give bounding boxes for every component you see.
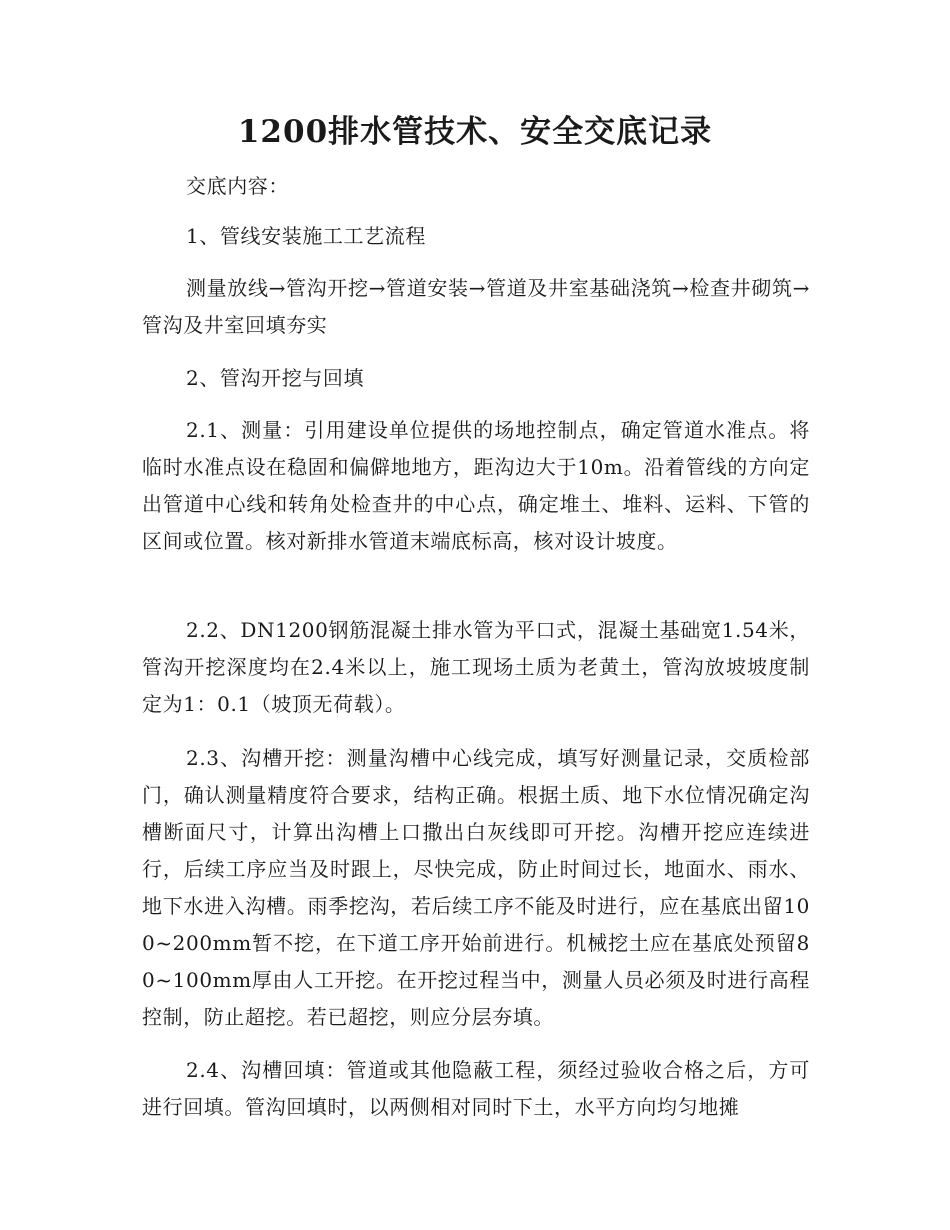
document-title: 1200排水管技术、安全交底记录 — [237, 114, 713, 150]
paragraph-2-2-pipe-spec: 2.2、DN1200钢筋混凝土排水管为平口式，混凝土基础宽1.54米，管沟开挖深度均在2.4米以上，施工现场土质为老黄土，管沟放坡坡度制定为1：0.1（坡顶无荷载）。 — [142, 618, 810, 716]
paragraph-intro-label: 交底内容： — [186, 174, 289, 198]
paragraph-2-4-trench-backfill: 2.4、沟槽回填：管道或其他隐蔽工程，须经过验收合格之后，方可进行回填。管沟回填时，以两侧相对同时下土，水平方向均匀地摊 — [142, 1058, 810, 1119]
paragraph-2-3-trench-excavation: 2.3、沟槽开挖：测量沟槽中心线完成，填写好测量记录，交质检部门，确认测量精度符合要求，结构正确。根据土质、地下水位情况确定沟槽断面尺寸，计算出沟槽上口撒出白灰线即可开挖。沟槽开挖应连续进行，后续工序应当及时跟上，尽快完成，防止时间过长，地面水、雨水、地下水进入沟槽。雨季挖沟，若后续工序不能及时进行，应在基底出留100~200mm暂不挖，在下道工序开始前进行。机械挖土应在基底处预留80~100mm厚由人工开挖。在开挖过程当中，测量人员必须及时进行高程控制，防止超挖。若已超挖，则应分层夯填。 — [142, 746, 810, 1029]
paragraph-process-flow: 测量放线→管沟开挖→管道安装→管道及井室基础浇筑→检查井砌筑→管沟及井室回填夯实 — [142, 276, 810, 337]
paragraph-2-1-survey: 2.1、测量：引用建设单位提供的场地控制点，确定管道水准点。将临时水准点设在稳固和偏僻地地方，距沟边大于10m。沿着管线的方向定出管道中心线和转角处检查井的中心点，确定堆土、堆料、运料、下管的区间或位置。核对新排水管道末端底标高，核对设计坡度。 — [142, 418, 810, 553]
paragraph-section-2-heading: 2、管沟开挖与回填 — [186, 366, 365, 390]
paragraph-section-1-heading: 1、管线安装施工工艺流程 — [186, 224, 426, 248]
